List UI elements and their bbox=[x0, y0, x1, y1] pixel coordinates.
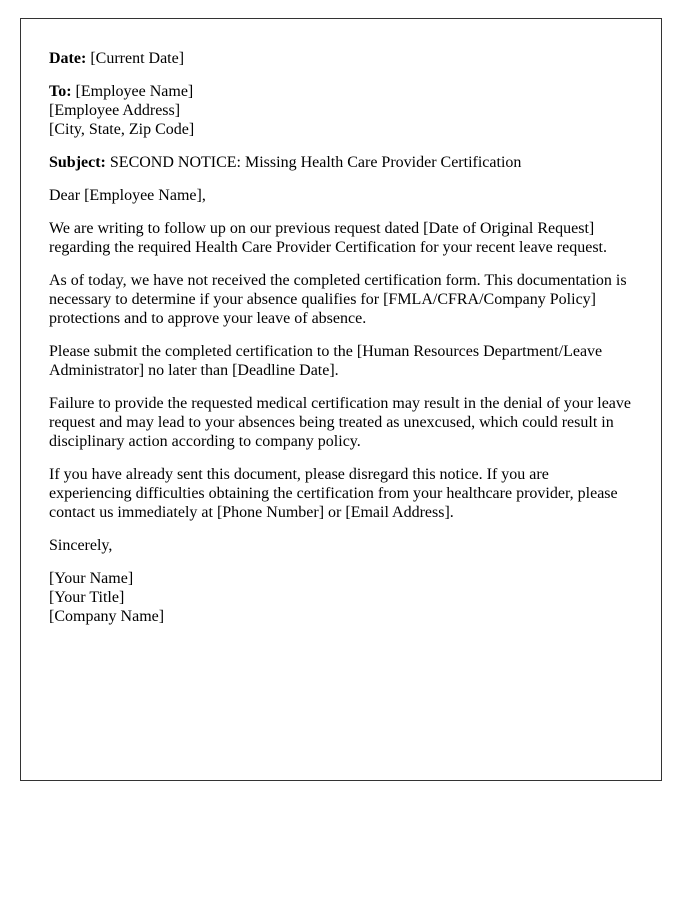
to-label: To: bbox=[49, 83, 72, 100]
letter-page bbox=[20, 18, 662, 781]
signature-title: [Your Title] bbox=[49, 589, 125, 606]
body-paragraph-5: If you have already sent this document, please disregard this notice. If you are experiencing difficulties obtaining the certification from your healthcare provider, please contact us immediately at [Phone Number] or [Email Address]. bbox=[49, 466, 618, 521]
signature-name: [Your Name] bbox=[49, 570, 134, 587]
salutation: Dear [Employee Name], bbox=[49, 187, 206, 204]
date-label: Date: bbox=[49, 50, 87, 67]
subject-label: Subject: bbox=[49, 154, 106, 171]
body-paragraph-4: Failure to provide the requested medical certification may result in the denial of your leave request and may lead to your absences being treated as unexcused, which could result in disciplinary action according to company policy. bbox=[49, 395, 632, 450]
recipient-city-state-zip: [City, State, Zip Code] bbox=[49, 121, 195, 138]
body-paragraph-2: As of today, we have not received the completed certification form. This documentation is necessary to determine if your absence qualifies for [FMLA/CFRA/Company Policy] protections and to approve your leave of absence. bbox=[49, 272, 627, 327]
signature-company: [Company Name] bbox=[49, 608, 165, 625]
body-paragraph-3: Please submit the completed certification to the [Human Resources Department/Leave Administrator] no later than [Deadline Date]. bbox=[49, 343, 603, 379]
body-paragraph-1: We are writing to follow up on our previous request dated [Date of Original Request] regarding the required Health Care Provider Certification for your recent leave request. bbox=[49, 220, 607, 256]
subject-line bbox=[49, 153, 633, 172]
date-value: [Current Date] bbox=[90, 50, 185, 67]
recipient-name: [Employee Name] bbox=[75, 83, 194, 100]
subject-value: SECOND NOTICE: Missing Health Care Provider Certification bbox=[109, 154, 522, 171]
recipient-block bbox=[49, 82, 633, 139]
signature-block bbox=[49, 569, 633, 626]
recipient-address: [Employee Address] bbox=[49, 102, 181, 119]
closing: Sincerely, bbox=[49, 537, 113, 554]
date-line bbox=[49, 49, 633, 68]
